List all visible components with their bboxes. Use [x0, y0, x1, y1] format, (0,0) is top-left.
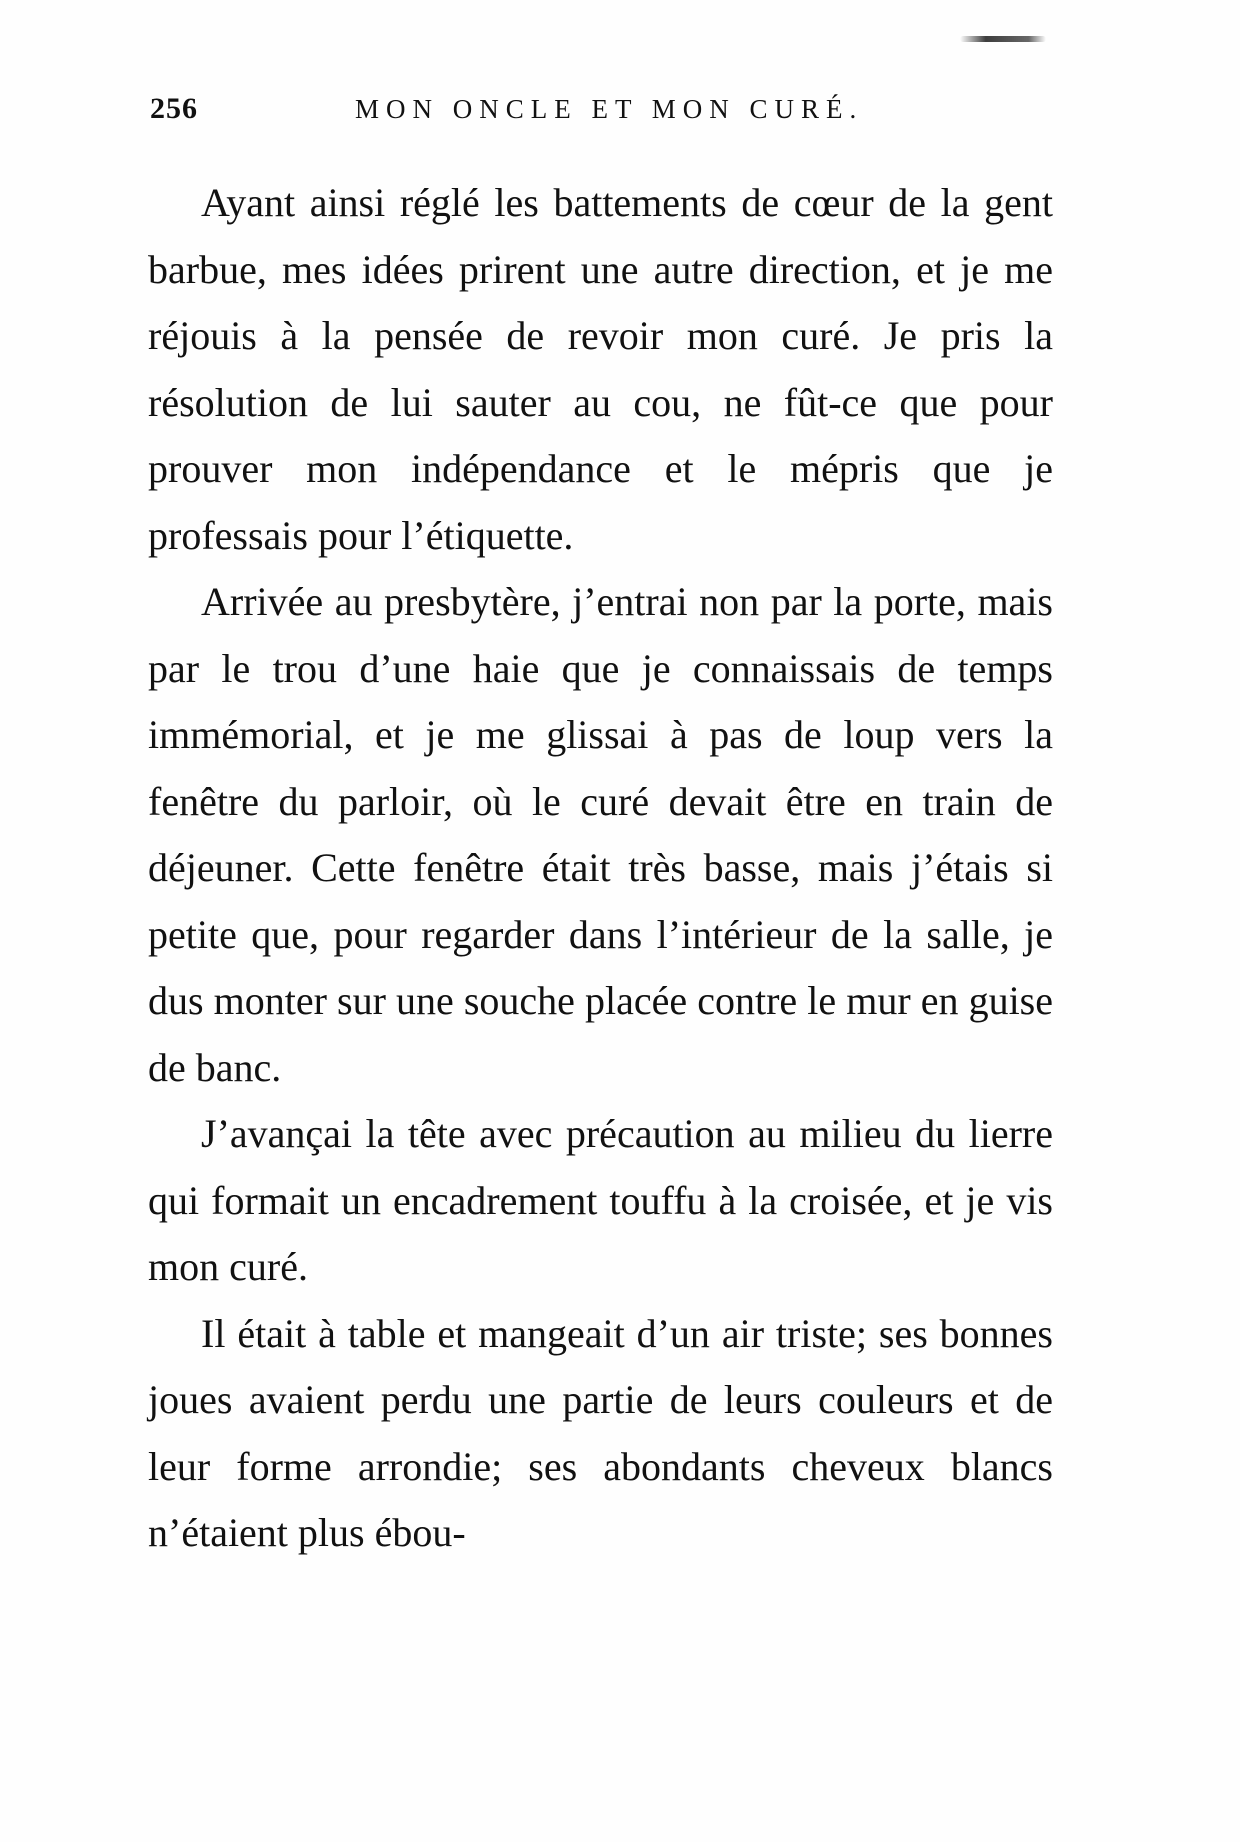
page-header: [150, 92, 1050, 132]
ink-smudge: [960, 36, 1046, 42]
paragraph: Ayant ainsi réglé les battements de cœur de la gent barbue, mes idées prirent une autre direction, et je me réjouis à la pensée de revoir mon curé. Je pris la résolution de lui sauter au cou, ne fût-ce que pour prouver mon indépendance et le mépris que je professais pour l’étiquette.: [148, 180, 1053, 558]
page-number: 256: [150, 92, 198, 125]
running-title: MON ONCLE ET MON CURÉ.: [355, 94, 864, 124]
paragraph: Il était à table et mangeait d’un air triste; ses bonnes joues avaient perdu une partie de leurs couleurs et de leur forme arrondie; ses abondants cheveux blancs n’étaient plus ébou-: [148, 1310, 1053, 1555]
paragraph: Arrivée au presbytère, j’entrai non par la porte, mais par le trou d’une haie que je connaissais de temps immémorial, et je me glissai à pas de loup vers la fenêtre du parloir, où le curé devait être en train de déjeuner. Cette fenêtre était très basse, mais j’étais si petite que, pour regarder dans l’intérieur de la salle, je dus monter sur une souche placée contre le mur en guise de banc.: [148, 579, 1053, 1090]
paragraph: J’avançai la tête avec précaution au milieu du lierre qui formait un encadrement touffu à la croisée, et je vis mon curé.: [148, 1111, 1053, 1289]
body-text: [148, 170, 1053, 1567]
